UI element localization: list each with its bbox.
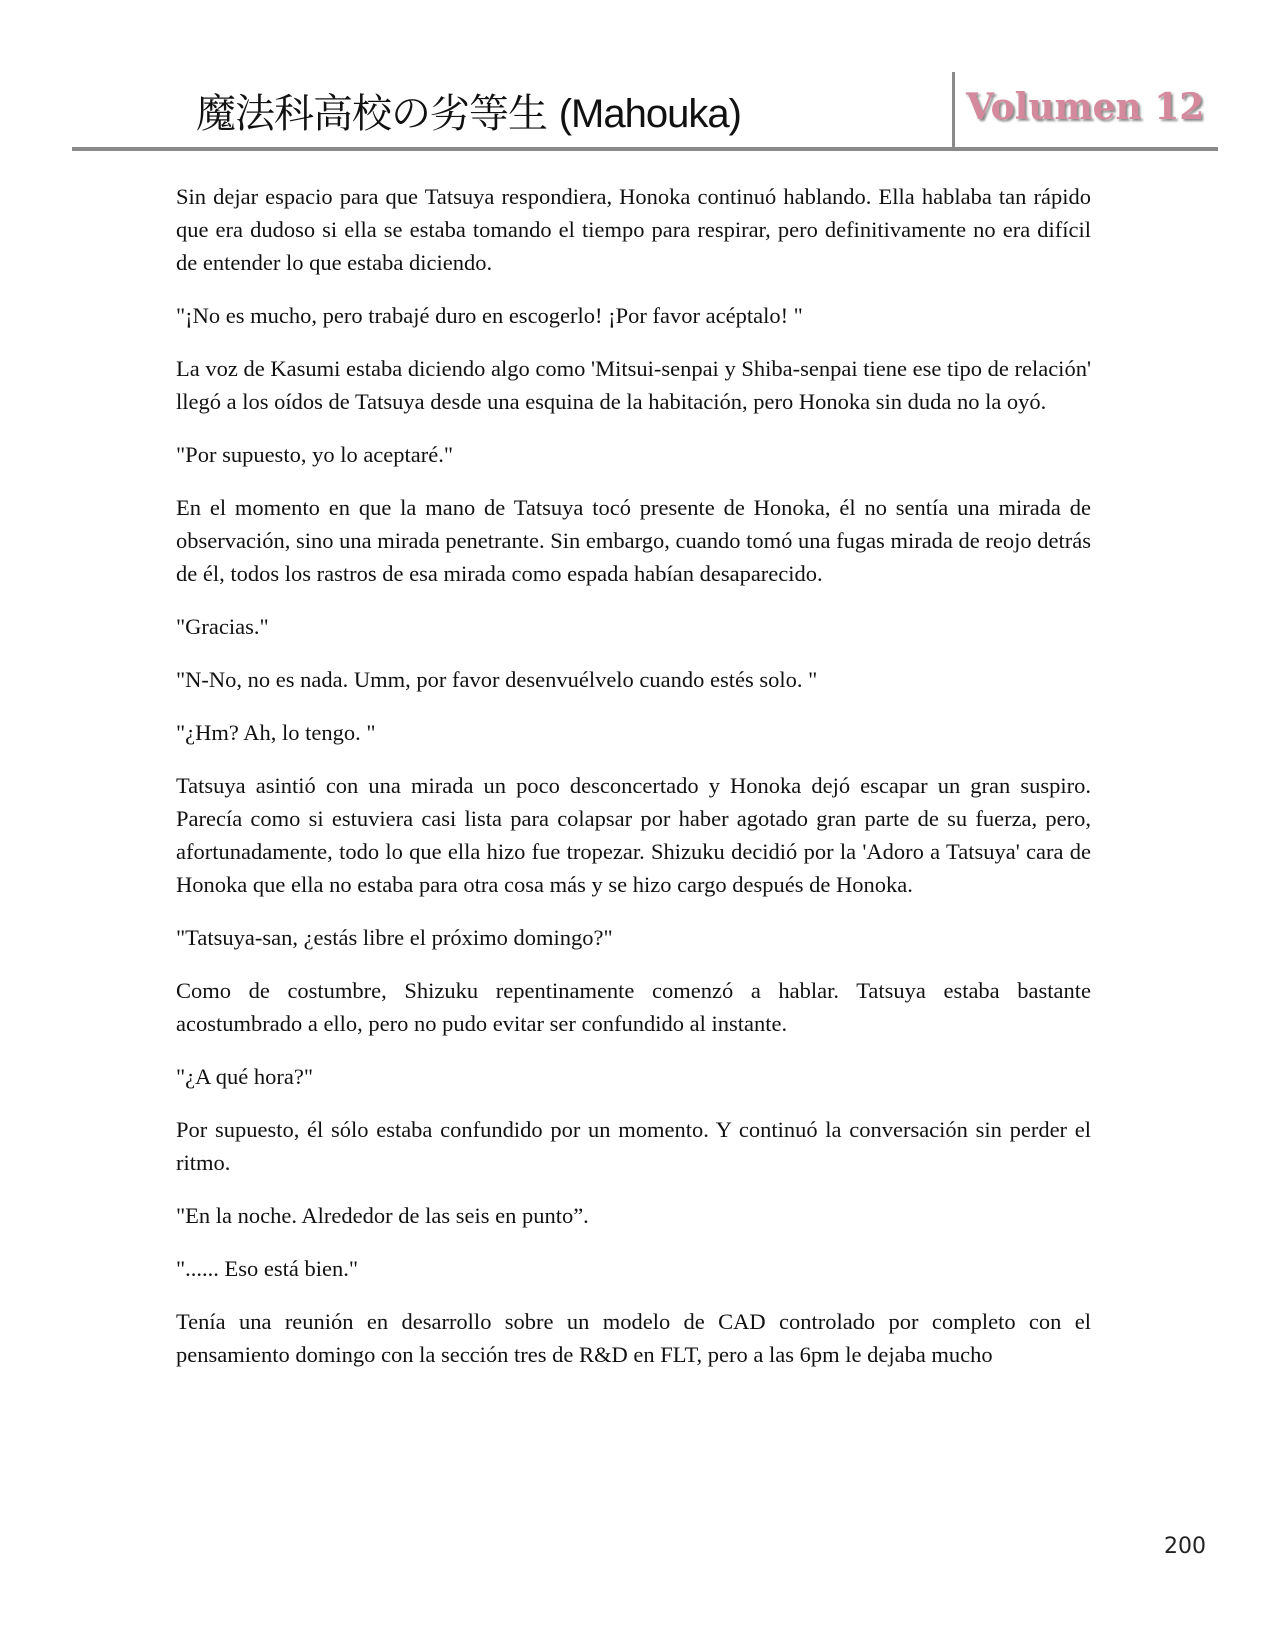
- paragraph: "¿Hm? Ah, lo tengo. ": [176, 720, 376, 745]
- paragraph: Tatsuya asintió con una mirada un poco desconcertado y Honoka dejó escapar un gran suspiro. Parecía como si estuviera casi lista para colapsar por haber agotado gran parte de su fuerza, pero, afortunadamente, todo lo que ella hizo fue tropezar. Shizuku decidió por la 'Adoro a Tatsuya' cara de Honoka que ella no estaba para otra cosa más y se hizo cargo después de Honoka.: [176, 773, 1091, 897]
- paragraph: "N-No, no es nada. Umm, por favor desenvuélvelo cuando estés solo. ": [176, 667, 818, 692]
- paragraph: Tenía una reunión en desarrollo sobre un modelo de CAD controlado por completo con el pensamiento domingo con la sección tres de R&D en FLT, pero a las 6pm le dejaba mucho: [176, 1309, 1091, 1367]
- paragraph: Como de costumbre, Shizuku repentinamente comenzó a hablar. Tatsuya estaba bastante acostumbrado a ello, pero no pudo evitar ser confundido al instante.: [176, 978, 1091, 1036]
- header-rule: [72, 147, 1218, 151]
- paragraph: "...... Eso está bien.": [176, 1256, 359, 1281]
- book-title: [196, 82, 741, 139]
- page-body: [176, 180, 1091, 1391]
- volume-label: Volumen 12: [966, 86, 1205, 128]
- paragraph: "Tatsuya-san, ¿estás libre el próximo domingo?": [176, 925, 613, 950]
- paragraph: "En la noche. Alrededor de las seis en punto”.: [176, 1203, 589, 1228]
- paragraph: Sin dejar espacio para que Tatsuya respondiera, Honoka continuó hablando. Ella hablaba tan rápido que era dudoso si ella se estaba tomando el tiempo para respirar, pero definitivamente no era difícil de entender lo que estaba diciendo.: [176, 184, 1091, 275]
- book-title-japanese: 魔法科高校の劣等生: [196, 91, 547, 137]
- paragraph: "¿A qué hora?": [176, 1064, 314, 1089]
- paragraph: "¡No es mucho, pero trabajé duro en escogerlo! ¡Por favor acéptalo! ": [176, 303, 803, 328]
- paragraph: "Por supuesto, yo lo aceptaré.": [176, 442, 454, 467]
- paragraph: La voz de Kasumi estaba diciendo algo como 'Mitsui-senpai y Shiba-senpai tiene ese tipo de relación' llegó a los oídos de Tatsuya desde una esquina de la habitación, pero Honoka sin duda no la oyó.: [176, 356, 1091, 414]
- page-number: 200: [1164, 1534, 1206, 1559]
- book-title-latin: (Mahouka): [558, 92, 741, 136]
- header-divider: [952, 72, 955, 148]
- paragraph: En el momento en que la mano de Tatsuya tocó presente de Honoka, él no sentía una mirada de observación, sino una mirada penetrante. Sin embargo, cuando tomó una fugas mirada de reojo detrás de él, todos los rastros de esa mirada como espada habían desaparecido.: [176, 495, 1091, 586]
- paragraph: Por supuesto, él sólo estaba confundido por un momento. Y continuó la conversación sin perder el ritmo.: [176, 1117, 1091, 1175]
- paragraph: "Gracias.": [176, 614, 269, 639]
